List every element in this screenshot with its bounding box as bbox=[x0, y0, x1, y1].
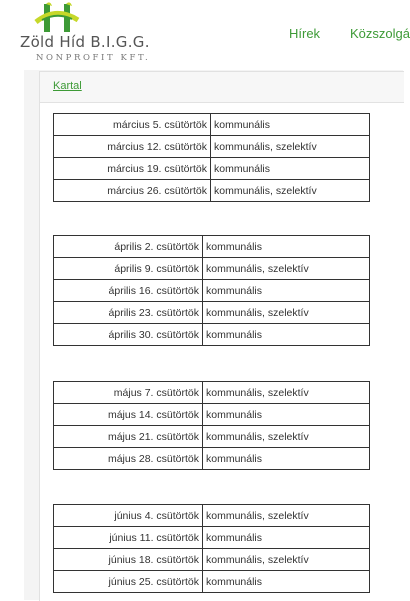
table-row bbox=[54, 571, 370, 593]
waste-type-cell: kommunális, szelektív bbox=[203, 549, 370, 571]
waste-type-cell: kommunális bbox=[203, 571, 370, 593]
waste-type-cell: kommunális, szelektív bbox=[211, 180, 370, 202]
date-cell: április 16. csütörtök bbox=[54, 280, 203, 302]
site-logo[interactable] bbox=[6, 2, 151, 68]
table-row bbox=[54, 158, 370, 180]
waste-type-cell: kommunális, szelektív bbox=[203, 426, 370, 448]
date-cell: március 12. csütörtök bbox=[54, 136, 211, 158]
date-cell: április 2. csütörtök bbox=[54, 236, 203, 258]
date-cell: március 5. csütörtök bbox=[54, 114, 211, 136]
date-cell: június 18. csütörtök bbox=[54, 549, 203, 571]
waste-type-cell: kommunális, szelektív bbox=[203, 258, 370, 280]
breadcrumb-link[interactable]: Kartal bbox=[53, 80, 82, 92]
date-cell: május 7. csütörtök bbox=[54, 382, 203, 404]
table-row bbox=[54, 280, 370, 302]
table-row bbox=[54, 426, 370, 448]
date-cell: május 28. csütörtök bbox=[54, 448, 203, 470]
nav-public-services[interactable]: Közszolgá bbox=[350, 26, 410, 41]
waste-type-cell: kommunális, szelektív bbox=[203, 505, 370, 527]
date-cell: június 11. csütörtök bbox=[54, 527, 203, 549]
waste-type-cell: kommunális, szelektív bbox=[203, 382, 370, 404]
waste-type-cell: kommunális bbox=[211, 158, 370, 180]
table-row bbox=[54, 382, 370, 404]
h-logo-icon bbox=[6, 2, 86, 36]
breadcrumb-bar bbox=[40, 72, 404, 103]
date-cell: május 14. csütörtök bbox=[54, 404, 203, 426]
waste-type-cell: kommunális, szelektív bbox=[211, 136, 370, 158]
table-row bbox=[54, 549, 370, 571]
table-row bbox=[54, 302, 370, 324]
table-row bbox=[54, 448, 370, 470]
date-cell: május 21. csütörtök bbox=[54, 426, 203, 448]
date-cell: április 9. csütörtök bbox=[54, 258, 203, 280]
table-row bbox=[54, 114, 370, 136]
table-row bbox=[54, 505, 370, 527]
date-cell: április 23. csütörtök bbox=[54, 302, 203, 324]
date-cell: június 4. csütörtök bbox=[54, 505, 203, 527]
waste-type-cell: kommunális bbox=[203, 280, 370, 302]
schedule-table bbox=[53, 504, 370, 593]
table-row bbox=[54, 258, 370, 280]
date-cell: március 19. csütörtök bbox=[54, 158, 211, 180]
table-row bbox=[54, 324, 370, 346]
date-cell: június 25. csütörtök bbox=[54, 571, 203, 593]
table-row bbox=[54, 136, 370, 158]
date-cell: április 30. csütörtök bbox=[54, 324, 203, 346]
waste-type-cell: kommunális bbox=[203, 527, 370, 549]
schedule-table bbox=[53, 113, 370, 202]
logo-subtitle: NONPROFIT KFT. bbox=[36, 53, 151, 63]
schedule-table bbox=[53, 381, 370, 470]
date-cell: március 26. csütörtök bbox=[54, 180, 211, 202]
waste-type-cell: kommunális bbox=[203, 404, 370, 426]
waste-type-cell: kommunális bbox=[203, 236, 370, 258]
waste-type-cell: kommunális bbox=[203, 448, 370, 470]
table-row bbox=[54, 180, 370, 202]
table-row bbox=[54, 404, 370, 426]
nav-news[interactable]: Hírek bbox=[289, 26, 321, 41]
waste-type-cell: kommunális bbox=[211, 114, 370, 136]
table-row bbox=[54, 527, 370, 549]
table-row bbox=[54, 236, 370, 258]
site-header bbox=[0, 0, 410, 70]
waste-type-cell: kommunális, szelektív bbox=[203, 302, 370, 324]
logo-title: Zöld Híd B.I.G.G. bbox=[20, 33, 150, 51]
waste-type-cell: kommunális bbox=[203, 324, 370, 346]
schedule-table bbox=[53, 235, 370, 346]
